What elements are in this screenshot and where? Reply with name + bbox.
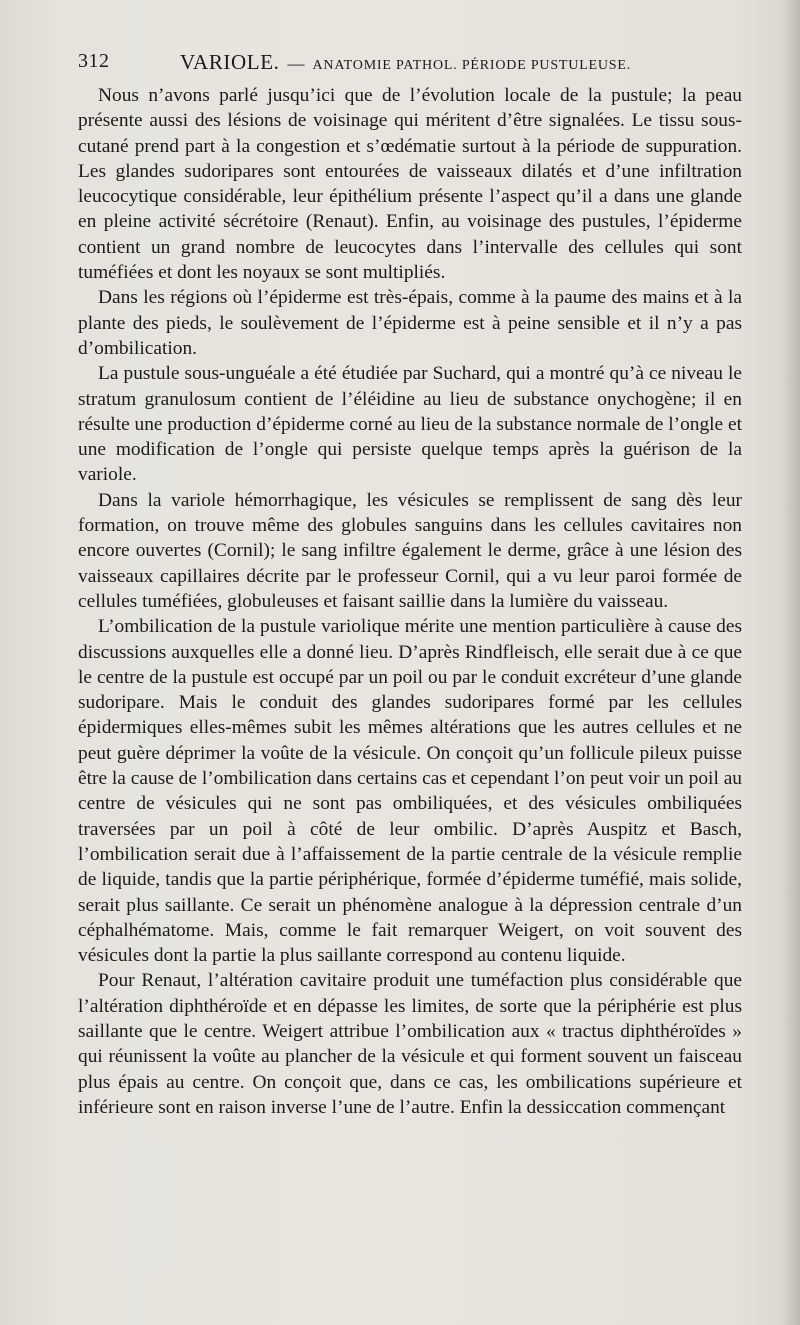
running-title <box>180 50 631 75</box>
running-title-sub: ANATOMIE PATHOL. PÉRIODE PUSTULEUSE. <box>312 58 632 73</box>
page-edge-shadow <box>782 0 800 1325</box>
paragraph: Nous n’avons parlé jusqu’ici que de l’évolution locale de la pustule; la peau présente aussi des lésions de voisinage qui méritent d’être signalées. Le tissu sous-cutané prend part à la congestion et s’œdématie surtout à la période de suppuration. Les glandes sudoripares sont entourées de vaisseaux dilatés et d’une infiltration leucocytique considérable, leur épithélium présente l’aspect qu’il a dans une glande en pleine activité sécrétoire (Renaut). Enfin, au voisinage des pustules, l’épiderme contient un grand nombre de leucocytes dans l’intervalle des cellules qui sont tuméfiées et dont les noyaux se sont multipliés. <box>78 85 742 284</box>
body-text <box>78 83 742 1120</box>
paragraph: Dans les régions où l’épiderme est très-épais, comme à la paume des mains et à la plante des pieds, le soulèvement de l’épiderme est à peine sensible et il n’y a pas d’ombilication. <box>78 287 742 359</box>
running-title-main: VARIOLE. <box>180 50 280 74</box>
running-title-dash: — <box>287 54 305 73</box>
paragraph: La pustule sous-unguéale a été étudiée par Suchard, qui a montré qu’à ce niveau le stratum granulosum contient de l’éléidine au lieu de substance onychogène; il en résulte une production d’épiderme corné au lieu de la substance normale de l’ongle et une modification de l’ongle qui persiste quelque temps après la guérison de la variole. <box>78 363 742 486</box>
paragraph: Pour Renaut, l’altération cavitaire produit une tuméfaction plus considérable que l’altération diphthéroïde et en dépasse les limites, de sorte que la périphérie est plus saillante que le centre. Weigert attribue l’ombilication aux « tractus diphthéroïdes » qui réunissent la voûte au plancher de la vésicule et qui forment souvent un faisceau plus épais au centre. On conçoit que, dans ce cas, les ombilications supérieure et inférieure sont en raison inverse l’une de l’autre. Enfin la dessiccation commençant <box>78 970 742 1118</box>
running-header <box>78 50 742 80</box>
paragraph: L’ombilication de la pustule variolique mérite une mention particulière à cause des discussions auxquelles elle a donné lieu. D’après Rindfleisch, elle serait due à ce que le centre de la pustule est occupé par un poil ou par le conduit excréteur d’une glande sudoripare. Mais le conduit des glandes sudoripares formé par les cellules épidermiques elles-mêmes subit les mêmes altérations que les autres cellules et ne peut guère déprimer la voûte de la vésicule. On conçoit qu’un follicule pileux puisse être la cause de l’ombilication dans certains cas et cependant l’on peut voir un poil au centre de vésicules qui ne sont pas ombiliquées, et des vésicules ombiliquées traversées par un poil à côté de leur ombilic. D’après Auspitz et Basch, l’ombilication serait due à l’affaissement de la partie centrale de la vésicule remplie de liquide, tandis que la partie périphérique, formée d’épiderme tuméfié, mais solide, serait plus saillante. Ce serait un phénomène analogue à la dépression centrale d’un céphalhématome. Mais, comme le fait remarquer Weigert, on voit souvent des vésicules dont la partie la plus saillante correspond au contenu liquide. <box>78 616 742 967</box>
page-number: 312 <box>78 50 110 72</box>
paragraph: Dans la variole hémorrhagique, les vésicules se remplissent de sang dès leur formation, on trouve même des globules sanguins dans les cellules cavitaires non encore ouvertes (Cornil); le sang infiltre également le derme, grâce à une lésion des vaisseaux capillaires décrite par le professeur Cornil, qui a vu leur paroi formée de cellules tuméfiées, globuleuses et faisant saillie dans la lumière du vaisseau. <box>78 489 742 612</box>
